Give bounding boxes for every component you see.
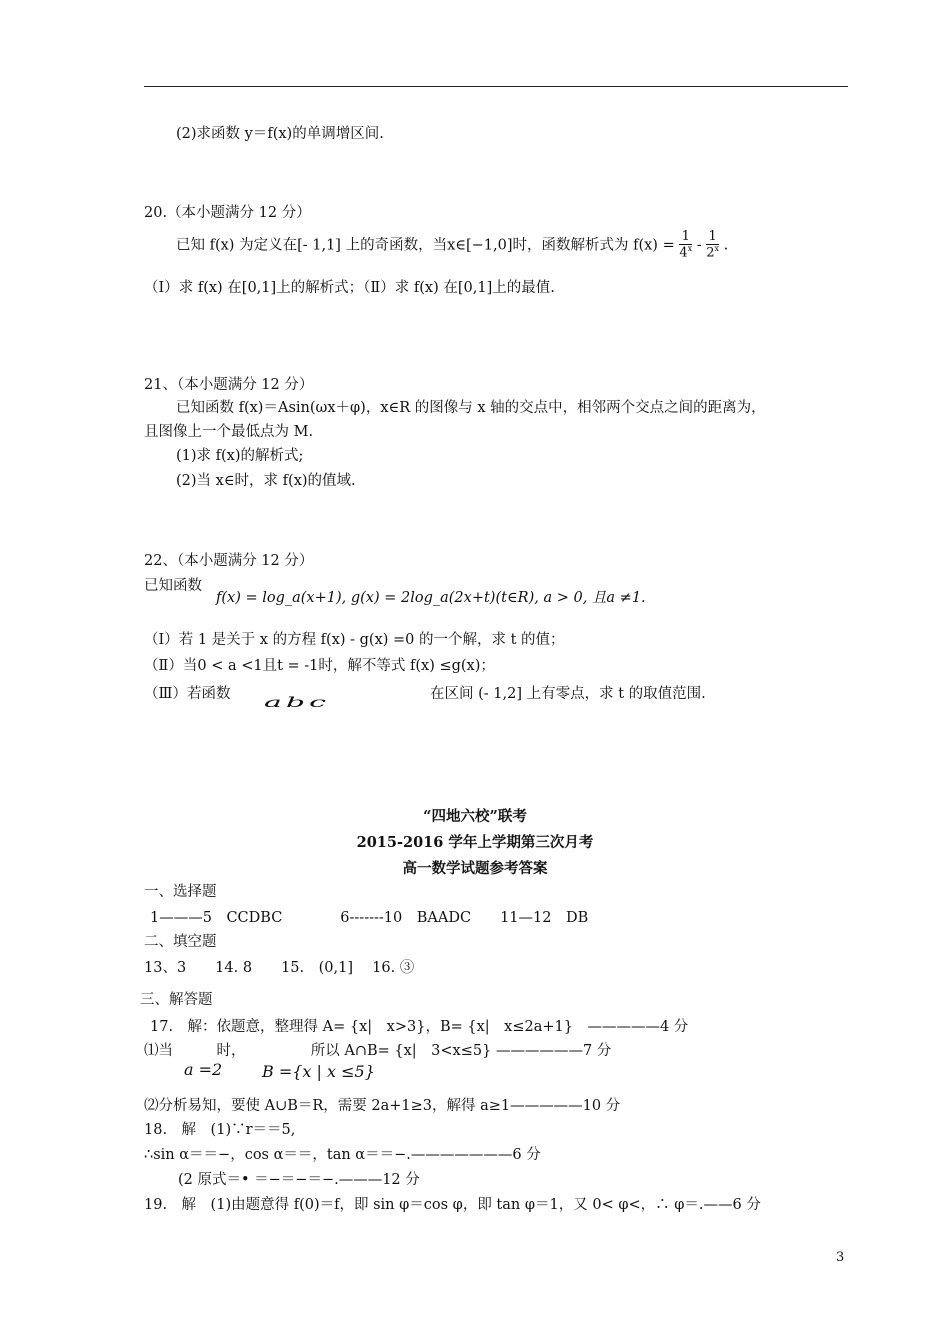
q20-text: 已知 f(x) 为定义在[- 1,1] 上的奇函数，当x∈[−1,0]时，函数解析式为 f(x) = — [176, 237, 675, 254]
fraction-1-over-4x: $\frac{1}{4^x}$ — [679, 229, 693, 261]
q22-part2: （Ⅱ）当0 < a <1且t = -1时，解不等式 f(x) ≤g(x)； — [144, 658, 495, 674]
q21-part1: (1)求 f(x)的解析式; — [176, 448, 304, 464]
answer-19: 19. 解 (1)由题意得 f(0)＝f，即 sin φ＝cos φ，即 tan φ＝1，又 0< φ<，∴ φ＝.——6 分 — [144, 1197, 761, 1213]
q21-part2: (2)当 x∈时，求 f(x)的值域. — [176, 473, 356, 489]
q20-statement: 已知 f(x) 为定义在[- 1,1] 上的奇函数，当x∈[−1,0]时，函数解析式为 f(x) = $\frac{1}{4^x}$ - $\frac{1}{2^x}$ . — [176, 229, 729, 261]
choice-answers: 1———5 CCDBC 6-------10 BAADC 11—12 DB — [150, 910, 589, 926]
q21-statement: 已知函数 f(x)＝Asin(ωx＋φ)，x∈R 的图像与 x 轴的交点中，相邻两个交点之间的距离为， — [176, 400, 766, 416]
answer-17-set-b: B ={x | x ≤5} — [262, 1062, 375, 1081]
section-fill-heading: 二、填空题 — [144, 934, 217, 950]
q21-statement-cont: 且图像上一个最低点为 M. — [144, 424, 314, 440]
q22-part3-a: （Ⅲ）若函数 — [144, 686, 231, 702]
q22-part1: （Ⅰ）若 1 是关于 x 的方程 f(x) - g(x) =0 的一个解，求 t 的值； — [144, 632, 565, 648]
page-number: 3 — [836, 1250, 845, 1265]
answer-18: 18. 解 (1)∵r＝＝5, — [144, 1122, 296, 1138]
q20-heading: 20.（本小题满分 12 分） — [144, 205, 311, 221]
answers-title-2: 2015-2016 学年上学期第三次月考 — [356, 834, 594, 851]
answer-18-part2: (2 原式＝• ＝−＝−＝−.———12 分 — [178, 1172, 420, 1188]
q22-heading: 22、（本小题满分 12 分） — [144, 553, 314, 569]
q22-intro: 已知函数 — [144, 578, 202, 594]
answer-17-part2: ⑵分析易知，要使 A∪B＝R，需要 2a+1≥3，解得 a≥1—————10 分 — [144, 1098, 621, 1114]
answer-18-part1: ∴sin α＝＝−，cos α＝＝，tan α＝＝−.———————6 分 — [144, 1147, 541, 1163]
q19-part2-line: (2)求函数 y＝f(x)的单调增区间. — [176, 126, 384, 142]
answer-17-part1: ⑴当 时， 所以 A∩B= {x| 3<x≤5} ——————7 分 — [144, 1043, 612, 1059]
answers-title-3: 高一数学试题参考答案 — [402, 860, 548, 877]
q22-part3-b: 在区间 (- 1,2] 上有零点，求 t 的取值范围. — [430, 686, 706, 702]
header-rule — [144, 86, 848, 87]
answer-17: 17. 解：依题意，整理得 A= {x| x>3}，B= {x| x≤2a+1} —————4 分 — [150, 1019, 689, 1035]
section-solve-heading: 三、解答题 — [140, 992, 213, 1008]
q21-heading: 21、（本小题满分 12 分） — [144, 377, 314, 393]
answers-title-1: “四地六校”联考 — [423, 808, 527, 825]
fill-answers: 13、3 14. 8 15. (0,1] 16. ③ — [144, 960, 415, 976]
q22-functions: f(x) = log_a(x+1), g(x) = 2log_a(2x+t)(t∈R), a > 0, 且a ≠1. — [216, 590, 646, 606]
answer-17-a-value: a =2 — [184, 1060, 223, 1079]
q20-parts: （Ⅰ）求 f(x) 在[0,1]上的解析式；（Ⅱ）求 f(x) 在[0,1]上的最值. — [144, 280, 555, 296]
fraction-1-over-2x: $\frac{1}{2^x}$ — [706, 229, 720, 261]
placeholder-formula-image: abc — [264, 695, 330, 711]
section-choice-heading: 一、选择题 — [144, 884, 217, 900]
